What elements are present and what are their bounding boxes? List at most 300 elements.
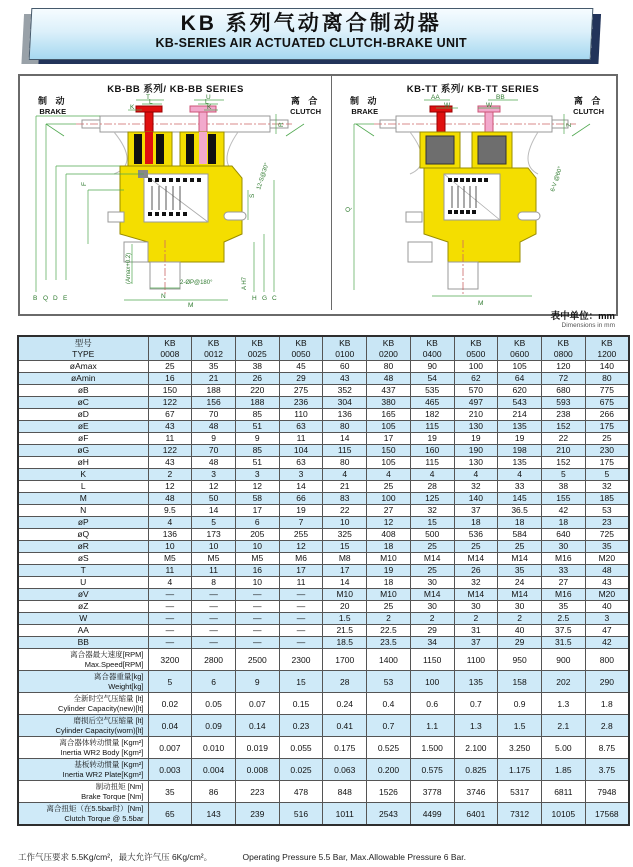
table-row xyxy=(18,803,629,826)
value-cell: 18 xyxy=(367,577,411,589)
dim-H: H xyxy=(252,295,257,302)
table-row xyxy=(18,397,629,409)
value-cell: 18 xyxy=(498,517,542,529)
value-cell: 29 xyxy=(410,625,454,637)
value-cell: 182 xyxy=(410,409,454,421)
value-cell: 19 xyxy=(279,505,323,517)
value-cell: 640 xyxy=(541,529,585,541)
value-cell: 1400 xyxy=(367,649,411,671)
value-cell: 2 xyxy=(454,613,498,625)
spec-row-label: 离合器重量[kg] Weight[kg] xyxy=(18,671,148,693)
dim-row-label: øAmin xyxy=(18,373,148,385)
value-cell: 28 xyxy=(410,481,454,493)
value-cell: 105 xyxy=(498,361,542,373)
value-cell: 10 xyxy=(235,577,279,589)
brake-label-zh: 制 动 xyxy=(38,96,68,106)
value-cell: 32 xyxy=(410,505,454,517)
value-cell: 3746 xyxy=(454,781,498,803)
value-cell: 51 xyxy=(235,457,279,469)
dim-row-label: øF xyxy=(18,433,148,445)
value-cell: 90 xyxy=(410,361,454,373)
value-cell: 30 xyxy=(410,601,454,613)
value-cell: 25 xyxy=(367,601,411,613)
value-cell: 70 xyxy=(192,409,236,421)
table-row xyxy=(18,577,629,589)
table-row xyxy=(18,373,629,385)
value-cell: M14 xyxy=(454,589,498,601)
value-cell: 16 xyxy=(235,565,279,577)
value-cell: 848 xyxy=(323,781,367,803)
value-cell: 2 xyxy=(148,469,192,481)
dim-W-right: W xyxy=(486,102,493,109)
model-header: KB 0800 xyxy=(541,336,585,361)
footer-note-zh: 工作气压要求 5.5Kg/cm²，最大允许气压 6Kg/cm²。 xyxy=(18,852,213,862)
value-cell: 8.75 xyxy=(585,737,629,759)
value-cell: 25 xyxy=(498,541,542,553)
table-row xyxy=(18,649,629,671)
value-cell: 29 xyxy=(279,373,323,385)
table-row xyxy=(18,781,629,803)
value-cell: 62 xyxy=(454,373,498,385)
value-cell: 31 xyxy=(454,625,498,637)
value-cell: 950 xyxy=(498,649,542,671)
value-cell: 725 xyxy=(585,529,629,541)
value-cell: 155 xyxy=(541,493,585,505)
value-cell: 35 xyxy=(585,541,629,553)
value-cell: 1.8 xyxy=(585,693,629,715)
value-cell: 152 xyxy=(541,421,585,433)
table-row xyxy=(18,541,629,553)
value-cell: 5.00 xyxy=(541,737,585,759)
value-cell: 0.175 xyxy=(323,737,367,759)
value-cell: 5 xyxy=(541,469,585,481)
value-cell: 47 xyxy=(585,625,629,637)
value-cell: 80 xyxy=(585,373,629,385)
value-cell: 536 xyxy=(454,529,498,541)
table-row xyxy=(18,505,629,517)
value-cell: 239 xyxy=(235,803,279,826)
model-header: KB 0025 xyxy=(235,336,279,361)
value-cell: 28 xyxy=(323,671,367,693)
value-cell: 190 xyxy=(454,445,498,457)
dim-row-label: øS xyxy=(18,553,148,565)
value-cell: 122 xyxy=(148,445,192,457)
value-cell: 17 xyxy=(279,565,323,577)
value-cell: — xyxy=(279,613,323,625)
value-cell: 25 xyxy=(585,433,629,445)
value-cell: 104 xyxy=(279,445,323,457)
value-cell: 2 xyxy=(498,613,542,625)
dim-M-right: M xyxy=(478,300,484,307)
dim-Q-right: Q xyxy=(345,206,352,212)
value-cell: 5317 xyxy=(498,781,542,803)
value-cell: 43 xyxy=(148,421,192,433)
value-cell: 5 xyxy=(585,469,629,481)
value-cell: — xyxy=(279,625,323,637)
value-cell: 1100 xyxy=(454,649,498,671)
value-cell: 800 xyxy=(585,649,629,671)
value-cell: 150 xyxy=(367,445,411,457)
value-cell: 80 xyxy=(367,361,411,373)
table-row xyxy=(18,385,629,397)
table-row xyxy=(18,457,629,469)
dim-M: M xyxy=(188,302,194,309)
value-cell: — xyxy=(235,601,279,613)
value-cell: M16 xyxy=(541,553,585,565)
dim-Amax: (Amax+0.2) xyxy=(126,252,132,284)
table-row xyxy=(18,445,629,457)
value-cell: 2.8 xyxy=(585,715,629,737)
table-row xyxy=(18,625,629,637)
value-cell: 115 xyxy=(410,421,454,433)
table-header-row xyxy=(18,336,629,361)
value-cell: 3200 xyxy=(148,649,192,671)
value-cell: 30 xyxy=(454,601,498,613)
value-cell: 35 xyxy=(192,361,236,373)
value-cell: 1.1 xyxy=(410,715,454,737)
value-cell: 1526 xyxy=(367,781,411,803)
clutch-label-en: CLUTCH xyxy=(573,107,604,117)
value-cell: 0.07 xyxy=(235,693,279,715)
value-cell: 86 xyxy=(192,781,236,803)
value-cell: — xyxy=(148,613,192,625)
value-cell: 22 xyxy=(541,433,585,445)
value-cell: 1.85 xyxy=(541,759,585,781)
value-cell: — xyxy=(235,613,279,625)
value-cell: 584 xyxy=(498,529,542,541)
value-cell: 11 xyxy=(279,577,323,589)
value-cell: 0.200 xyxy=(367,759,411,781)
value-cell: 21.5 xyxy=(323,625,367,637)
value-cell: 14 xyxy=(323,433,367,445)
value-cell: 543 xyxy=(498,397,542,409)
value-cell: 380 xyxy=(367,397,411,409)
value-cell: 58 xyxy=(235,493,279,505)
value-cell: — xyxy=(148,625,192,637)
value-cell: 500 xyxy=(410,529,454,541)
value-cell: 43 xyxy=(148,457,192,469)
value-cell: 2500 xyxy=(235,649,279,671)
value-cell: 0.15 xyxy=(279,693,323,715)
value-cell: 24 xyxy=(498,577,542,589)
value-cell: 12 xyxy=(148,481,192,493)
value-cell: 33 xyxy=(541,565,585,577)
value-cell: 230 xyxy=(585,445,629,457)
dim-row-label: øR xyxy=(18,541,148,553)
value-cell: 5 xyxy=(192,517,236,529)
value-cell: 220 xyxy=(235,385,279,397)
value-cell: 2300 xyxy=(279,649,323,671)
value-cell: 27 xyxy=(367,505,411,517)
value-cell: 290 xyxy=(585,671,629,693)
dim-row-label: W xyxy=(18,613,148,625)
type-header-zh: 型号 xyxy=(74,337,92,348)
value-cell: M10 xyxy=(367,589,411,601)
value-cell: 35 xyxy=(498,565,542,577)
table-row xyxy=(18,715,629,737)
value-cell: — xyxy=(235,589,279,601)
value-cell: 45 xyxy=(279,361,323,373)
value-cell: 145 xyxy=(498,493,542,505)
value-cell: 214 xyxy=(498,409,542,421)
table-row xyxy=(18,637,629,649)
value-cell: 408 xyxy=(367,529,411,541)
kb-tt-panel xyxy=(332,76,614,310)
table-row xyxy=(18,517,629,529)
value-cell: M10 xyxy=(323,589,367,601)
spec-table xyxy=(17,335,630,826)
value-cell: 36.5 xyxy=(498,505,542,517)
value-cell: 29 xyxy=(498,637,542,649)
value-cell: 53 xyxy=(367,671,411,693)
dim-12S: 12-S@30° xyxy=(256,162,271,191)
brake-label-zh: 制 动 xyxy=(350,96,380,106)
value-cell: 14 xyxy=(279,481,323,493)
value-cell: 10 xyxy=(235,541,279,553)
value-cell: 32 xyxy=(454,481,498,493)
value-cell: 42 xyxy=(585,637,629,649)
value-cell: 175 xyxy=(585,421,629,433)
dim-row-label: øG xyxy=(18,445,148,457)
table-row xyxy=(18,469,629,481)
value-cell: 437 xyxy=(367,385,411,397)
value-cell: 5 xyxy=(148,671,192,693)
value-cell: 6811 xyxy=(541,781,585,803)
dim-row-label: øH xyxy=(18,457,148,469)
value-cell: 19 xyxy=(454,433,498,445)
value-cell: 0.008 xyxy=(235,759,279,781)
value-cell: 38 xyxy=(235,361,279,373)
value-cell: 11 xyxy=(148,433,192,445)
value-cell: 10 xyxy=(323,517,367,529)
value-cell: 60 xyxy=(323,361,367,373)
value-cell: 17 xyxy=(323,565,367,577)
value-cell: 1.3 xyxy=(454,715,498,737)
table-row xyxy=(18,693,629,715)
value-cell: 42 xyxy=(541,505,585,517)
dim-L-left: L xyxy=(149,98,153,106)
value-cell: 1.175 xyxy=(498,759,542,781)
value-cell: 11 xyxy=(192,565,236,577)
value-cell: 478 xyxy=(279,781,323,803)
value-cell: 30 xyxy=(410,577,454,589)
value-cell: 18 xyxy=(454,517,498,529)
model-header: KB 0012 xyxy=(192,336,236,361)
value-cell: 570 xyxy=(454,385,498,397)
value-cell: M14 xyxy=(454,553,498,565)
value-cell: 0.575 xyxy=(410,759,454,781)
value-cell: 31.5 xyxy=(541,637,585,649)
dim-Q: Q xyxy=(43,295,49,302)
dim-row-label: øC xyxy=(18,397,148,409)
value-cell: 15 xyxy=(410,517,454,529)
value-cell: 158 xyxy=(498,671,542,693)
dim-D: D xyxy=(53,295,58,302)
dim-K-right: K xyxy=(207,104,212,111)
value-cell: 63 xyxy=(279,421,323,433)
value-cell: 3.75 xyxy=(585,759,629,781)
value-cell: 6 xyxy=(235,517,279,529)
value-cell: 352 xyxy=(323,385,367,397)
value-cell: 188 xyxy=(192,385,236,397)
dim-row-label: øV xyxy=(18,589,148,601)
value-cell: 66 xyxy=(279,493,323,505)
value-cell: M14 xyxy=(410,589,454,601)
value-cell: 0.7 xyxy=(367,715,411,737)
title-banner xyxy=(29,8,594,60)
value-cell: 65 xyxy=(148,803,192,826)
dim-AH7: A H7 xyxy=(242,276,248,290)
value-cell: 266 xyxy=(585,409,629,421)
dim-K-left: K xyxy=(130,104,135,111)
value-cell: M5 xyxy=(148,553,192,565)
value-cell: 175 xyxy=(585,457,629,469)
clutch-label-en: CLUTCH xyxy=(290,107,321,117)
value-cell: 0.019 xyxy=(235,737,279,759)
value-cell: 4 xyxy=(410,469,454,481)
model-header: KB 0400 xyxy=(410,336,454,361)
value-cell: 14 xyxy=(192,505,236,517)
value-cell: 48 xyxy=(148,493,192,505)
clutch-label-zh: 离 合 xyxy=(573,96,604,106)
value-cell: 25 xyxy=(410,541,454,553)
table-row xyxy=(18,601,629,613)
value-cell: 80 xyxy=(323,457,367,469)
clutch-label-zh: 离 合 xyxy=(290,96,321,106)
value-cell: 110 xyxy=(279,409,323,421)
value-cell: 12 xyxy=(367,517,411,529)
dim-row-label: T xyxy=(18,565,148,577)
dim-F: F xyxy=(81,182,88,186)
value-cell: 27 xyxy=(541,577,585,589)
model-header: KB 0600 xyxy=(498,336,542,361)
model-header: KB 1200 xyxy=(585,336,629,361)
value-cell: 188 xyxy=(235,397,279,409)
value-cell: 120 xyxy=(541,361,585,373)
dim-C: C xyxy=(272,295,277,302)
value-cell: 67 xyxy=(148,409,192,421)
spec-row-label: 全新时空气压缩量 [lt] Cylinder Capacity(new)[lt] xyxy=(18,693,148,715)
value-cell: 152 xyxy=(541,457,585,469)
dim-2OP: 2-ØP@180° xyxy=(180,280,213,286)
value-cell: 19 xyxy=(410,433,454,445)
dim-BB: BB xyxy=(496,94,505,101)
value-cell: 165 xyxy=(367,409,411,421)
value-cell: 100 xyxy=(454,361,498,373)
footer-note-en: Operating Pressure 5.5 Bar, Max.Allowable Pressure 6 Bar. xyxy=(242,852,466,862)
value-cell: 156 xyxy=(192,397,236,409)
table-row xyxy=(18,493,629,505)
value-cell: 2.1 xyxy=(541,715,585,737)
value-cell: 9 xyxy=(235,671,279,693)
value-cell: 0.41 xyxy=(323,715,367,737)
value-cell: 19 xyxy=(498,433,542,445)
kb-tt-diagram xyxy=(332,94,614,309)
value-cell: 497 xyxy=(454,397,498,409)
value-cell: 85 xyxy=(235,409,279,421)
value-cell: 72 xyxy=(541,373,585,385)
value-cell: — xyxy=(279,589,323,601)
value-cell: M16 xyxy=(541,589,585,601)
value-cell: 48 xyxy=(192,457,236,469)
value-cell: 535 xyxy=(410,385,454,397)
dim-row-label: øAmax xyxy=(18,361,148,373)
value-cell: 25 xyxy=(148,361,192,373)
dim-T: T xyxy=(146,94,150,101)
dim-row-label: U xyxy=(18,577,148,589)
value-cell: 238 xyxy=(541,409,585,421)
value-cell: 1.500 xyxy=(410,737,454,759)
value-cell: 63 xyxy=(279,457,323,469)
value-cell: 115 xyxy=(323,445,367,457)
spec-row-label: 制动扭矩 [Nm] Brake Torque [Nm] xyxy=(18,781,148,803)
table-row xyxy=(18,565,629,577)
value-cell: 9.5 xyxy=(148,505,192,517)
type-header-en: TYPE xyxy=(72,348,95,359)
value-cell: 4 xyxy=(367,469,411,481)
value-cell: 160 xyxy=(410,445,454,457)
value-cell: 210 xyxy=(541,445,585,457)
dim-S: S xyxy=(249,193,256,198)
table-row xyxy=(18,529,629,541)
dim-row-label: AA xyxy=(18,625,148,637)
value-cell: M14 xyxy=(498,589,542,601)
value-cell: 80 xyxy=(323,421,367,433)
table-row xyxy=(18,553,629,565)
value-cell: 185 xyxy=(585,493,629,505)
value-cell: 18 xyxy=(367,541,411,553)
value-cell: 17 xyxy=(367,433,411,445)
value-cell: M6 xyxy=(279,553,323,565)
value-cell: 85 xyxy=(235,445,279,457)
value-cell: 620 xyxy=(498,385,542,397)
value-cell: 100 xyxy=(410,671,454,693)
value-cell: 23.5 xyxy=(367,637,411,649)
value-cell: 40 xyxy=(585,601,629,613)
value-cell: — xyxy=(192,589,236,601)
model-header: KB 0050 xyxy=(279,336,323,361)
value-cell: 304 xyxy=(323,397,367,409)
value-cell: 1011 xyxy=(323,803,367,826)
table-row xyxy=(18,409,629,421)
table-row xyxy=(18,361,629,373)
value-cell: 18.5 xyxy=(323,637,367,649)
value-cell: 0.04 xyxy=(148,715,192,737)
value-cell: 37 xyxy=(454,505,498,517)
value-cell: 10 xyxy=(148,541,192,553)
dim-row-label: øD xyxy=(18,409,148,421)
value-cell: 37.5 xyxy=(541,625,585,637)
dim-R: R xyxy=(278,122,285,127)
value-cell: 255 xyxy=(279,529,323,541)
value-cell: — xyxy=(192,601,236,613)
value-cell: 20 xyxy=(323,601,367,613)
value-cell: 22.5 xyxy=(367,625,411,637)
value-cell: 12 xyxy=(192,481,236,493)
value-cell: 33 xyxy=(498,481,542,493)
value-cell: 9 xyxy=(235,433,279,445)
dim-row-label: L xyxy=(18,481,148,493)
value-cell: 4499 xyxy=(410,803,454,826)
kb-bb-panel xyxy=(20,76,332,310)
dim-row-label: øQ xyxy=(18,529,148,541)
value-cell: 136 xyxy=(148,529,192,541)
value-cell: 7 xyxy=(279,517,323,529)
dim-row-label: N xyxy=(18,505,148,517)
value-cell: 25 xyxy=(367,481,411,493)
value-cell: 173 xyxy=(192,529,236,541)
value-cell: 115 xyxy=(410,457,454,469)
